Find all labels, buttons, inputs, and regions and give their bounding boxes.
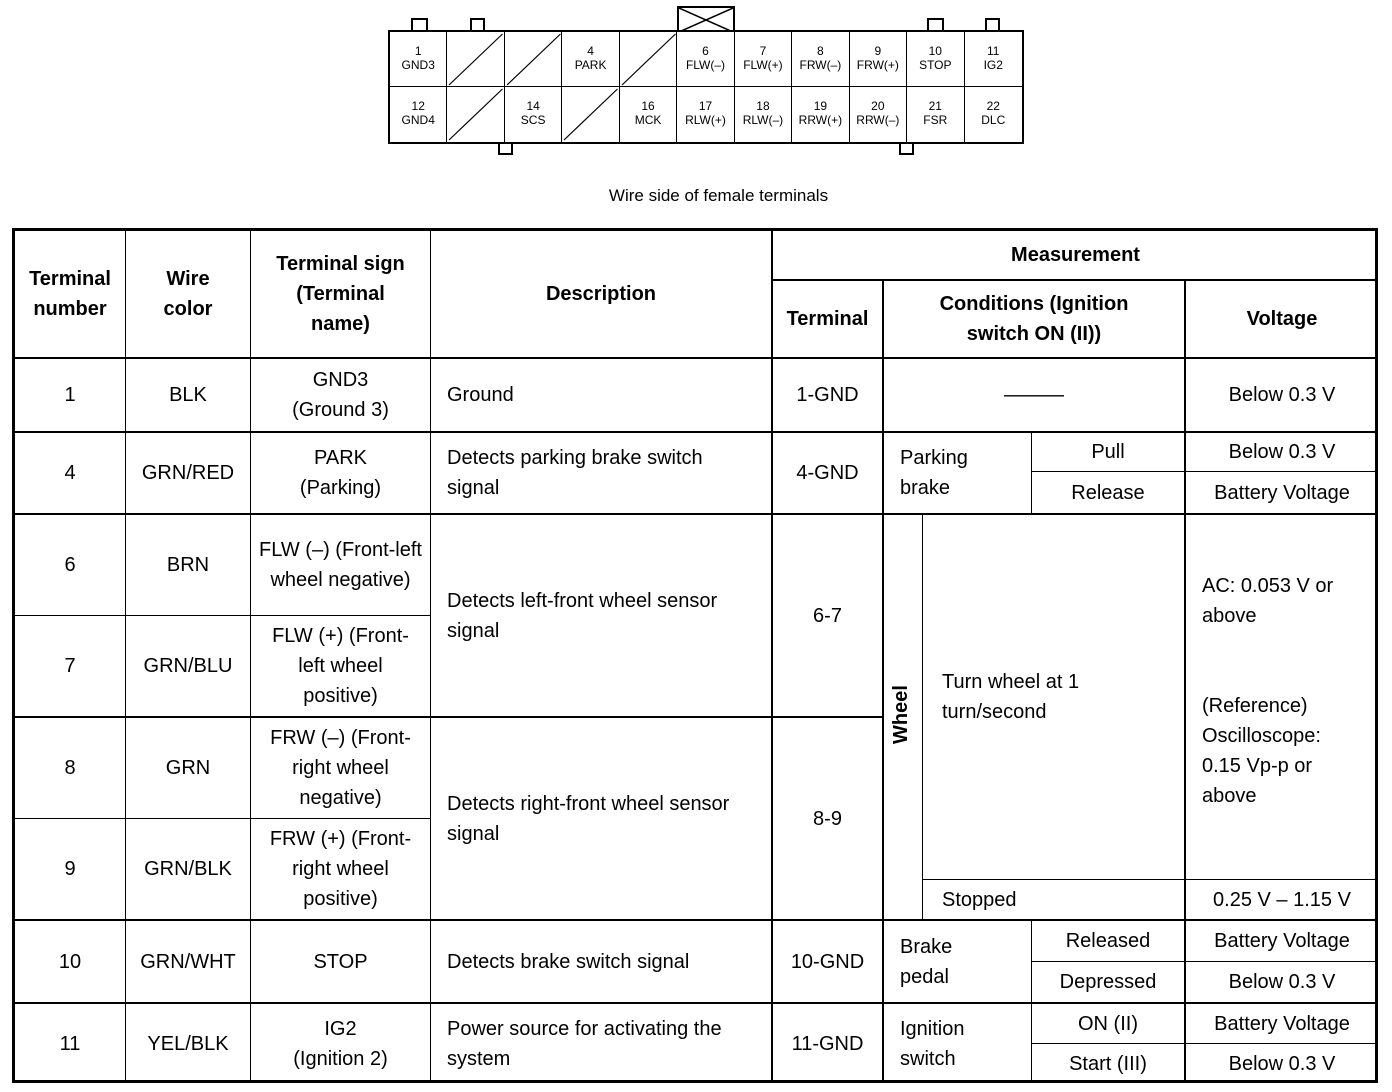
connector-pin-7 <box>735 32 792 87</box>
wheel-turn-voltage: AC: 0.053 V or above <box>1202 575 1334 627</box>
row1-terminal: 1-GND <box>796 384 859 406</box>
connector-pin-21 <box>907 87 964 142</box>
pin-signal: GND4 <box>401 113 435 127</box>
connector-pin-17 <box>677 87 734 142</box>
row6-terminal-sign: FLW (–) (Front-left wheel negative) <box>259 539 422 591</box>
row1-number: 1 <box>64 384 76 406</box>
row10-number: 10 <box>58 950 82 973</box>
wheel-stopped: Stopped <box>942 888 1017 911</box>
header-terminal-sign: Terminal sign (Terminal name) <box>276 253 405 335</box>
row11-terminal-sign: IG2 (Ignition 2) <box>293 1017 388 1070</box>
pin-signal: GND3 <box>401 58 435 72</box>
pin-number: 17 <box>698 99 713 113</box>
row7-number: 7 <box>64 655 76 677</box>
row11-sub-on: ON (II) <box>1078 1012 1138 1035</box>
row11-number: 11 <box>59 1032 81 1055</box>
row9-number: 9 <box>64 858 76 880</box>
pin-signal: PARK <box>574 58 607 72</box>
row89-terminal: 8-9 <box>813 807 842 830</box>
pin-number: 10 <box>928 44 942 58</box>
row67-description: Detects left-front wheel sensor signal <box>447 589 718 642</box>
pin-signal: RLW(+) <box>685 113 726 127</box>
connector-pin-8 <box>792 32 849 87</box>
row6-number: 6 <box>64 554 76 576</box>
header-wire-color: Wire color <box>163 268 213 320</box>
connector-pin-10 <box>907 32 964 87</box>
pin-number: 7 <box>759 44 767 58</box>
row4-voltage-pull: Below 0.3 V <box>1228 441 1336 463</box>
terminal-table <box>12 228 1378 1083</box>
pin-signal: SCS <box>520 113 546 127</box>
row11-sub-start: Start (III) <box>1069 1052 1147 1075</box>
header-terminal: Terminal <box>786 308 869 330</box>
connector-lock-tab <box>677 6 735 32</box>
row10-voltage-depressed: Below 0.3 V <box>1228 971 1336 993</box>
header-voltage: Voltage <box>1246 308 1318 330</box>
connector-pin-19 <box>792 87 849 142</box>
row10-terminal-sign: STOP <box>313 950 368 973</box>
pin-signal: IG2 <box>983 58 1003 72</box>
wheel-reference: (Reference) Oscilloscope: 0.15 Vp-p or above <box>1202 695 1321 807</box>
row10-wire-color: GRN/WHT <box>140 950 236 973</box>
row4-voltage-release: Battery Voltage <box>1214 481 1350 504</box>
row10-sub-released: Released <box>1065 930 1151 952</box>
row11-condition: Ignition switch <box>900 1017 965 1070</box>
connector-pin-14 <box>505 87 562 142</box>
pin-number: 20 <box>871 99 885 113</box>
wheel-label: Wheel <box>890 685 912 744</box>
pin-signal: RRW(+) <box>798 113 843 127</box>
row10-terminal: 10-GND <box>790 950 865 973</box>
connector-pin-9 <box>850 32 907 87</box>
row4-sub-pull: Pull <box>1091 441 1125 463</box>
row7-terminal-sign: FLW (+) (Front-left wheel positive) <box>272 625 409 707</box>
pin-number: 14 <box>526 99 540 113</box>
pin-signal: FLW(+) <box>743 58 783 72</box>
row11-voltage-on: Battery Voltage <box>1214 1012 1350 1035</box>
row9-wire-color: GRN/BLK <box>144 858 232 880</box>
connector-body <box>388 30 1024 144</box>
row1-condition: ——— <box>1004 384 1064 406</box>
connector-pin-16 <box>620 87 677 142</box>
row8-terminal-sign: FRW (–) (Front-right wheel negative) <box>270 727 411 809</box>
pin-number: 1 <box>414 44 422 58</box>
row1-voltage: Below 0.3 V <box>1228 384 1336 406</box>
row10-description: Detects brake switch signal <box>447 950 690 973</box>
pin-number: 22 <box>986 99 1000 113</box>
row11-terminal: 11-GND <box>791 1032 864 1055</box>
pin-signal: MCK <box>634 113 662 127</box>
row4-terminal-sign: PARK (Parking) <box>299 447 382 499</box>
connector-pin-blank <box>447 32 504 87</box>
pin-signal: RLW(–) <box>742 113 784 127</box>
connector-pin-blank <box>447 87 504 142</box>
pin-signal: FRW(–) <box>799 58 842 72</box>
pin-number: 6 <box>702 44 709 58</box>
row10-condition: Brake pedal <box>900 935 953 988</box>
connector-pin-18 <box>735 87 792 142</box>
pin-signal: DLC <box>981 113 1006 127</box>
row7-wire-color: GRN/BLU <box>143 655 233 677</box>
row8-wire-color: GRN <box>165 757 211 779</box>
row4-terminal: 4-GND <box>796 462 859 484</box>
pin-number: 16 <box>641 99 655 113</box>
wheel-stopped-voltage: 0.25 V – 1.15 V <box>1213 888 1351 911</box>
wheel-turn-condition: Turn wheel at 1 turn/second <box>942 671 1080 723</box>
row10-sub-depressed: Depressed <box>1059 971 1157 993</box>
row1-terminal-sign: GND3 (Ground 3) <box>292 369 389 421</box>
pin-number: 4 <box>587 44 594 58</box>
pin-number: 12 <box>411 99 425 113</box>
connector-pin-blank <box>505 32 562 87</box>
row4-wire-color: GRN/RED <box>141 462 235 484</box>
pin-number: 21 <box>928 99 942 113</box>
pin-signal: FSR <box>923 113 948 127</box>
row67-terminal: 6-7 <box>813 604 842 627</box>
row11-description: Power source for activating the system <box>447 1017 722 1070</box>
connector-pin-4 <box>562 32 619 87</box>
connector-pin-blank <box>562 87 619 142</box>
pin-number: 8 <box>817 44 824 58</box>
connector-pin-6 <box>677 32 734 87</box>
pin-signal: STOP <box>919 58 952 72</box>
pin-number: 19 <box>813 99 828 113</box>
row4-number: 4 <box>64 462 76 484</box>
header-conditions: Conditions (Ignition switch ON (II)) <box>939 293 1129 345</box>
row4-description: Detects parking brake switch signal <box>447 447 703 499</box>
pin-signal: FRW(+) <box>856 58 899 72</box>
row89-description: Detects right-front wheel sensor signal <box>447 792 730 845</box>
connector-pin-blank <box>620 32 677 87</box>
pin-number: 18 <box>756 99 770 113</box>
connector-pin-20 <box>850 87 907 142</box>
pin-number: 9 <box>874 44 882 58</box>
row1-wire-color: BLK <box>169 384 207 406</box>
connector-pin-12 <box>390 87 447 142</box>
row9-terminal-sign: FRW (+) (Front-right wheel positive) <box>269 828 412 910</box>
pin-signal: RRW(–) <box>856 113 900 127</box>
row4-condition: Parking brake <box>900 447 968 499</box>
row11-voltage-start: Below 0.3 V <box>1228 1052 1336 1075</box>
connector-pin-11 <box>965 32 1022 87</box>
connector-pin-1 <box>390 32 447 87</box>
row4-sub-release: Release <box>1071 481 1145 504</box>
row1-description: Ground <box>447 384 514 406</box>
row8-number: 8 <box>64 757 76 779</box>
row6-wire-color: BRN <box>166 554 210 576</box>
row10-voltage-released: Battery Voltage <box>1214 930 1350 952</box>
pin-number: 11 <box>987 44 1000 58</box>
connector-caption: Wire side of female terminals <box>608 186 829 205</box>
header-description: Description <box>545 283 657 305</box>
pin-signal: FLW(–) <box>685 58 726 72</box>
row11-wire-color: YEL/BLK <box>147 1032 229 1055</box>
connector-pin-22 <box>965 87 1022 142</box>
header-terminal-number: Terminal number <box>29 268 111 320</box>
header-measurement: Measurement <box>1011 244 1140 266</box>
